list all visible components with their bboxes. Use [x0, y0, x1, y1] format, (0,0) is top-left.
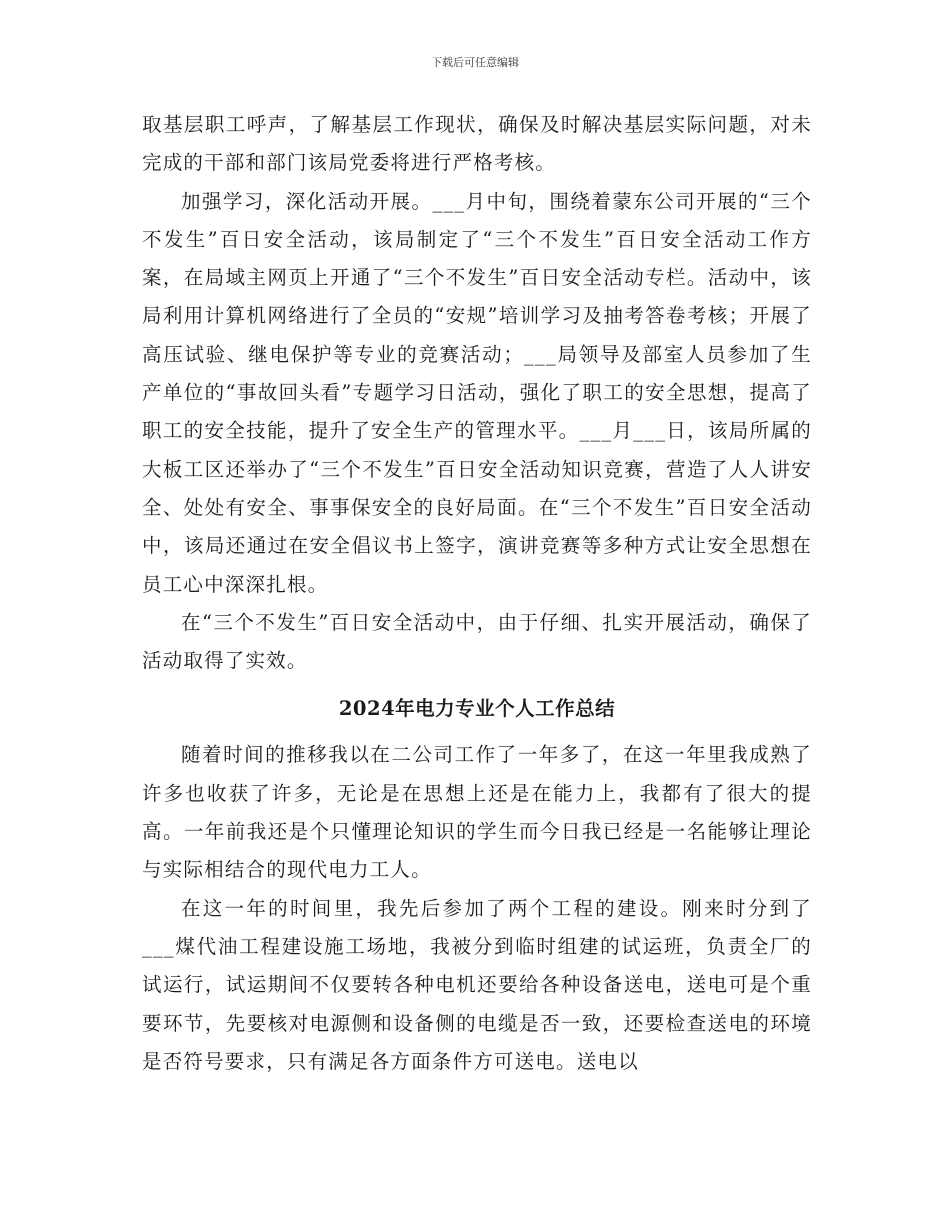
paragraph-strengthen-learning: 加强学习，深化活动开展。___月中旬，围绕着蒙东公司开展的“三个不发生”百日安全活动，该局制定了“三个不发生”百日安全活动工作方案，在局域主网页上开通了“三个不发生”百日安全活动专栏。活动中，该局利用计算机网络进行了全员的“安规”培训学习及抽考答卷考核；开展了高压试验、继电保护等专业的竞赛活动；___局领导及部室人员参加了生产单位的“事故回头看”专题学习日活动，强化了职工的安全思想，提高了职工的安全技能，提升了安全生产的管理水平。___月___日，该局所属的大板工区还举办了“三个不发生”百日安全活动知识竞赛，营造了人人讲安全、处处有安全、事事保安全的良好局面。在“三个不发生”百日安全活动中，该局还通过在安全倡议书上签字，演讲竞赛等多种方式让安全思想在员工心中深深扎根。 — [142, 189, 812, 596]
paragraph-activity-result: 在“三个不发生”百日安全活动中，由于仔细、扎实开展活动，确保了活动取得了实效。 — [142, 610, 812, 673]
paragraph-continuation: 取基层职工呼声，了解基层工作现状，确保及时解决基层实际问题，对未完成的干部和部门该局党委将进行严格考核。 — [142, 113, 812, 175]
paragraph-intro: 随着时间的推移我以在二公司工作了一年多了，在这一年里我成熟了许多也收获了许多，无论是在思想上还是在能力上，我都有了很大的提高。一年前我还是个只懂理论知识的学生而今日我已经是一名能够让理论与实际相结合的现代电力工人。 — [142, 743, 812, 882]
section-title: 2024年电力专业个人工作总结 — [338, 697, 616, 721]
document-body — [142, 106, 812, 1081]
paragraph-projects: 在这一年的时间里，我先后参加了两个工程的建设。刚来时分到了___煤代油工程建设施工场地，我被分到临时组建的试运班，负责全厂的试运行，试运期间不仅要转各种电机还要给各种设备送电，送电可是个重要环节，先要核对电源侧和设备侧的电缆是否一致，还要检查送电的环境是否符号要求，只有满足各方面条件方可送电。送电以 — [142, 896, 812, 1073]
header-note: 下载后可任意编辑 — [431, 56, 519, 69]
